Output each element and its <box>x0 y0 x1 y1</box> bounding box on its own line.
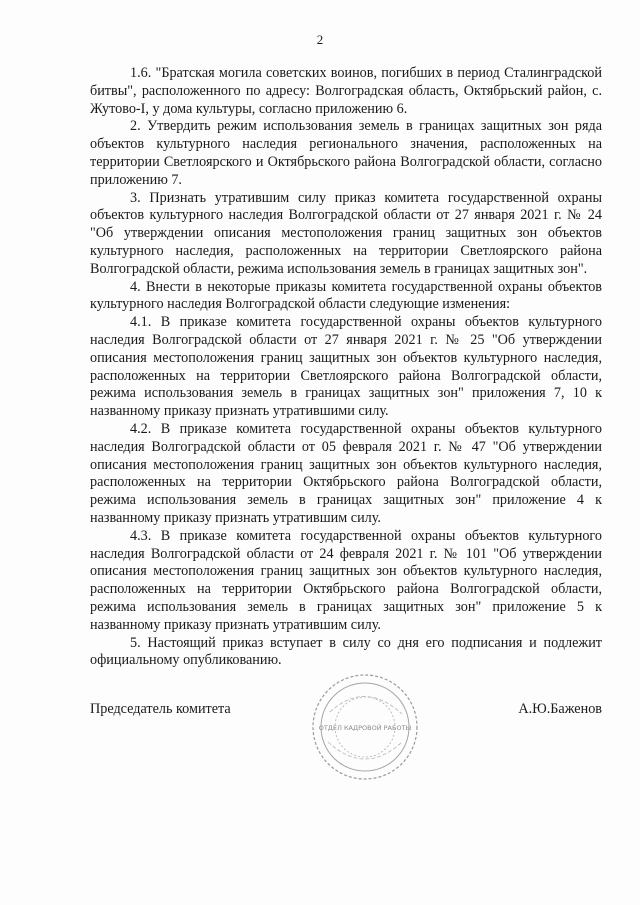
paragraph-3: 3. Признать утратившим силу приказ комитета государственной охраны объектов культурного наследия Волгоградской области от 27 января 2021 г. № 24 "Об утверждении описания местоположения границ защитных зон объектов культурного наследия, расположенных на территории Светлоярского района Волгоградской области, режима использования земель в границах защитных зон". <box>90 189 602 277</box>
paragraph-4-2: 4.2. В приказе комитета государственной охраны объектов культурного наследия Волгоградской области от 05 февраля 2021 г. № 47 "Об утверждении описания местоположения границ защитных зон объектов культурного наследия, расположенных на территории Октябрьского района Волгоградской области, режима использования земель в границах защитных зон" приложение 4 к названному приказу признать утратившим силу. <box>90 420 602 526</box>
paragraph-4-3: 4.3. В приказе комитета государственной охраны объектов культурного наследия Волгоградской области от 24 февраля 2021 г. № 101 "Об утверждении описания местоположения границ защитных зон объектов культурного наследия, расположенных на территории Октябрьского района Волгоградской области, режима использования земель в границах защитных зон" приложение 5 к названному приказу признать утратившим силу. <box>90 527 602 633</box>
stamp-center-text: ОТДЕЛ КАДРОВОЙ РАБОТЫ <box>318 724 412 732</box>
paragraph-1-6: 1.6. "Братская могила советских воинов, погибших в период Сталинградской битвы", расположенного по адресу: Волгоградская область, Октябрьский район, с. Жутово-I, у дома культуры, согласно приложению 6. <box>90 65 602 117</box>
paragraph-5: 5. Настоящий приказ вступает в силу со дня его подписания и подлежит официальному опубликованию. <box>90 634 602 669</box>
paragraph-4: 4. Внести в некоторые приказы комитета государственной охраны объектов культурного наследия Волгоградской области следующие изменения: <box>90 278 602 313</box>
page-number: 2 <box>316 32 324 47</box>
document-body <box>90 65 602 670</box>
paragraph-2: 2. Утвердить режим использования земель в границах защитных зон ряда объектов культурного наследия регионального значения, расположенных на территории Светлоярского и Октябрьского района Волгоградской области, согласно приложению 7. <box>90 118 602 188</box>
official-stamp <box>310 672 420 782</box>
stamp-seal-icon <box>310 672 420 782</box>
paragraph-4-1: 4.1. В приказе комитета государственной охраны объектов культурного наследия Волгоградской области от 27 января 2021 г. № 25 "Об утверждении описания местоположения границ защитных зон объектов культурного наследия, расположенных на территории Светлоярского района Волгоградской области, режима использования земель в границах защитных зон" приложения 7, 10 к названному приказу признать утратившими силу. <box>90 314 602 420</box>
signatory-name: А.Ю.Баженов <box>518 701 602 717</box>
signatory-position: Председатель комитета <box>90 701 231 717</box>
